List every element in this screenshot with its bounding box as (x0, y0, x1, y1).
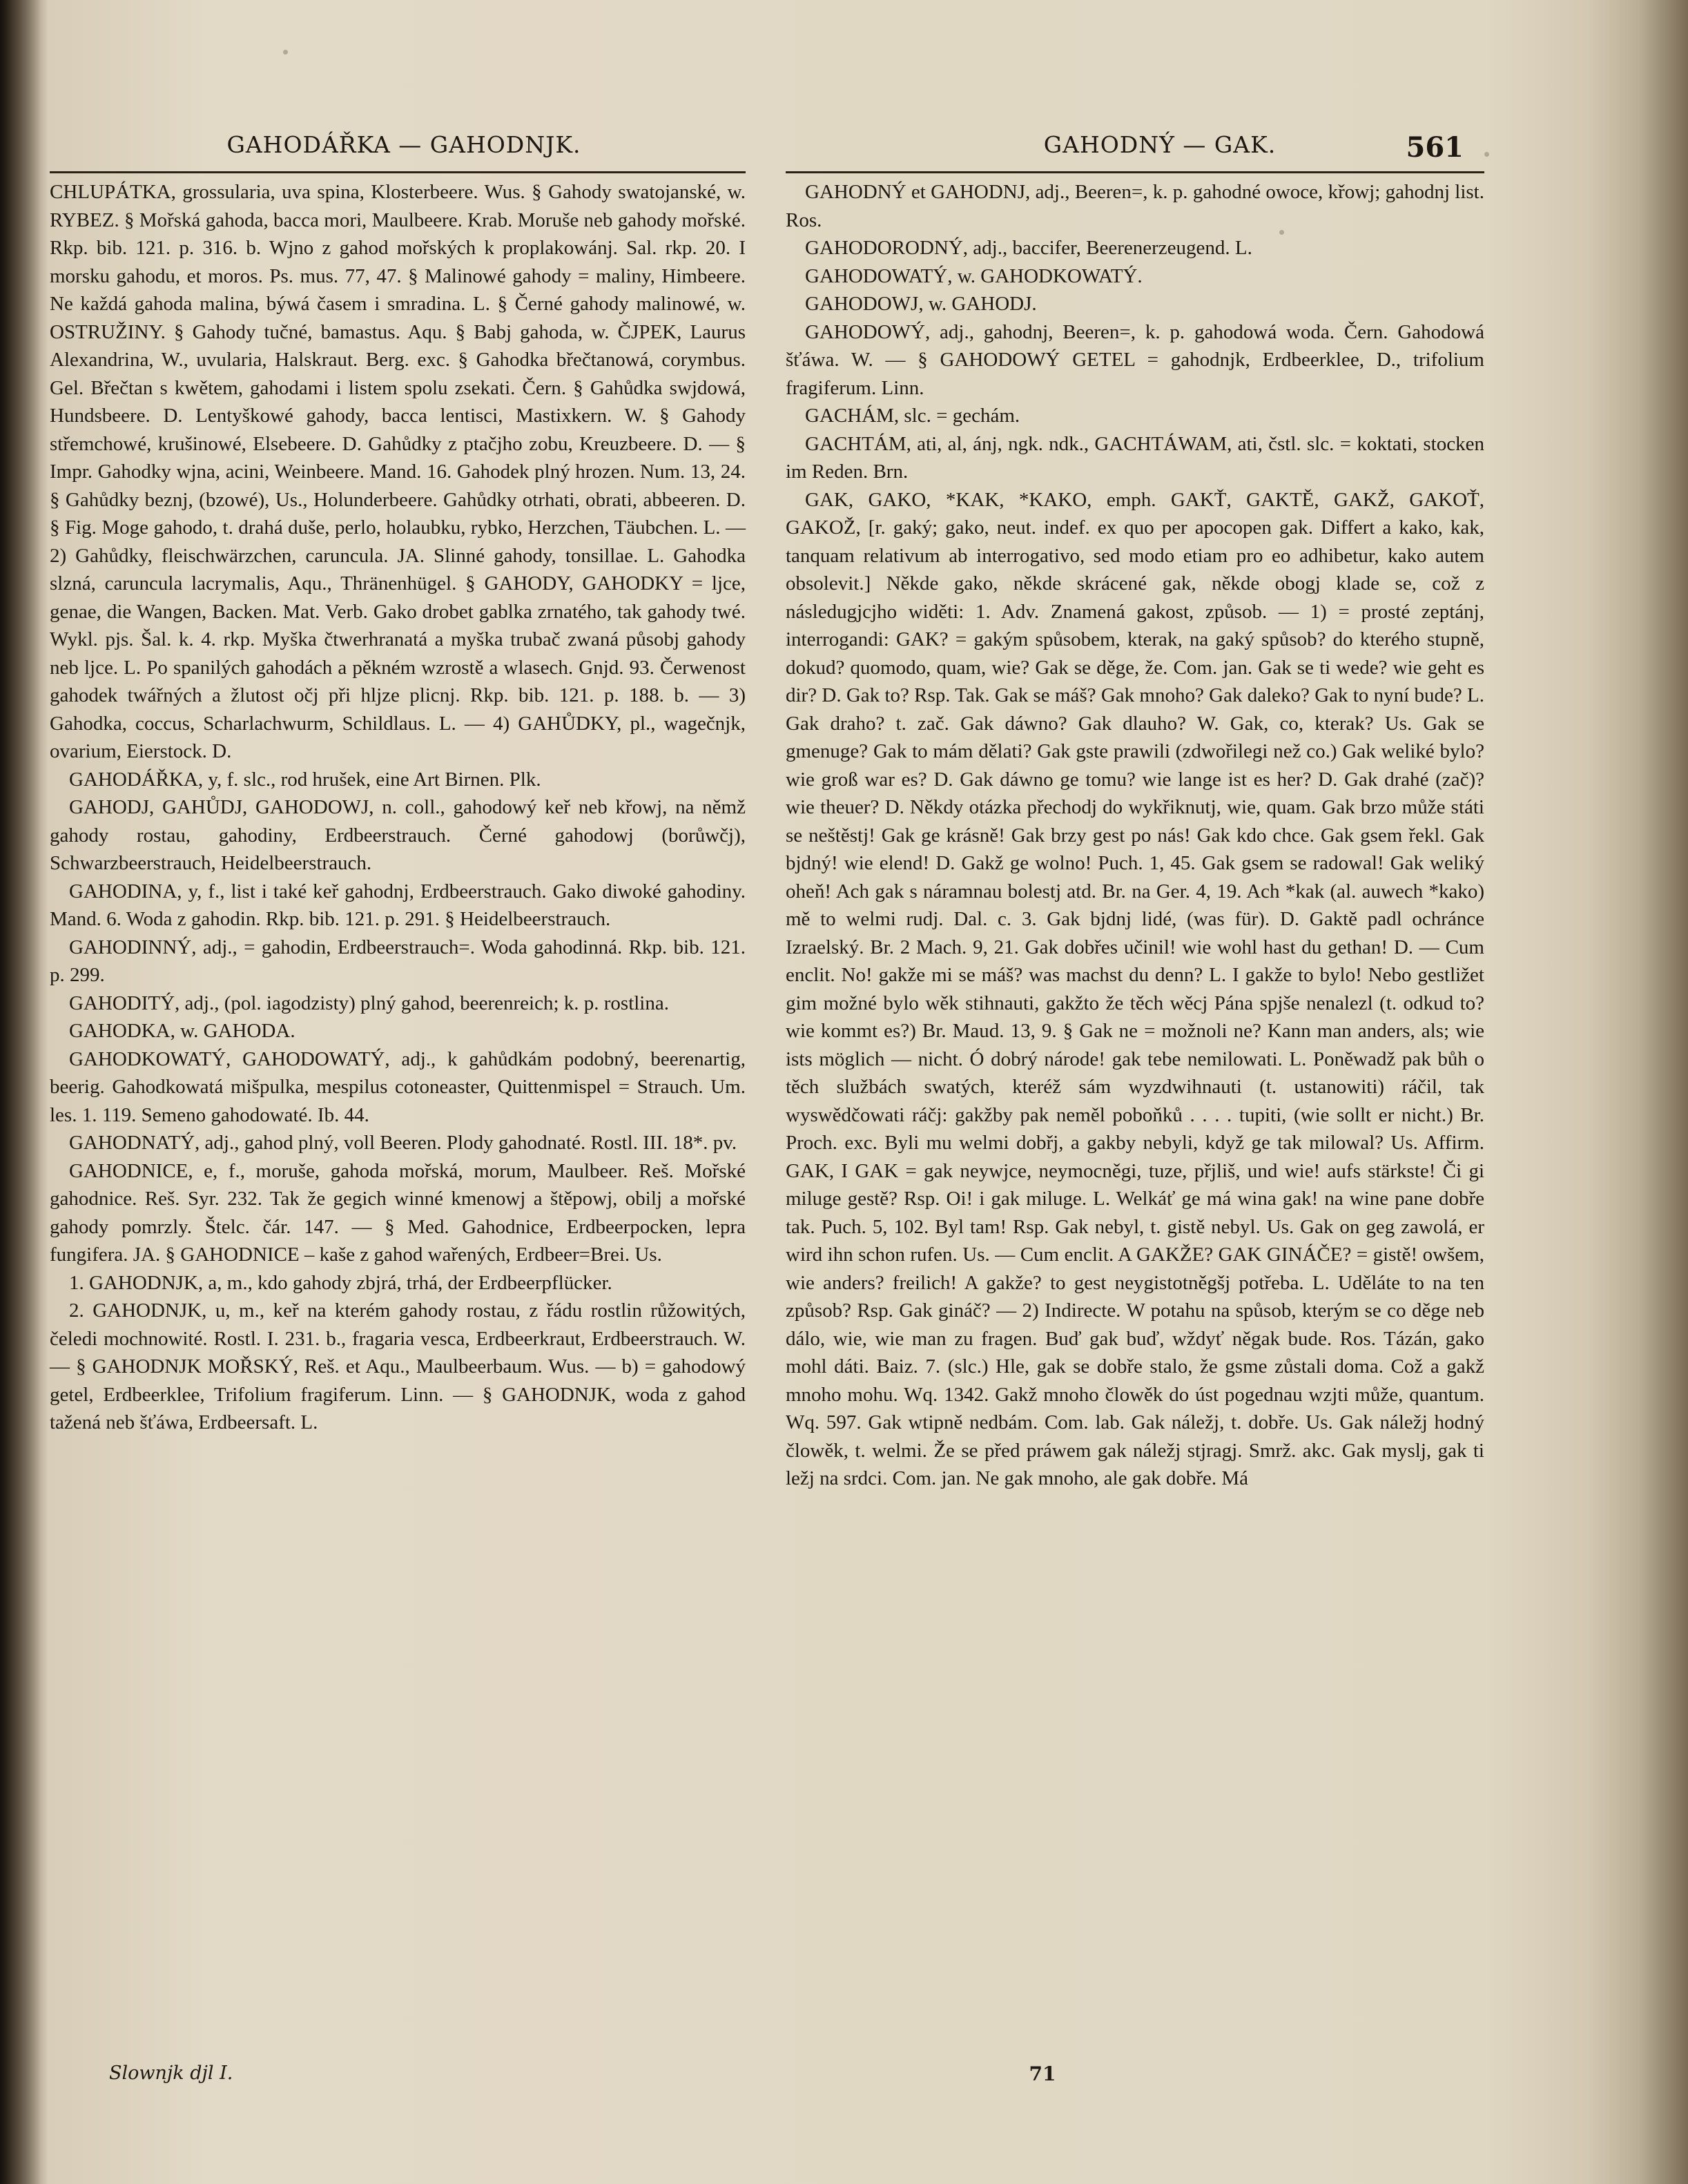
signature-mark: Slownjk djl I. (109, 2062, 233, 2084)
dictionary-entry: GAHODJ, GAHŮDJ, GAHODOWJ, n. coll., gahodowý keř neb křowj, na němž gahody rostau, gahodiny, Erdbeerstrauch. Černé gahodowj (borůwčj), Schwarzbeerstrauch, Heidelbeerstrauch. (50, 796, 746, 874)
dictionary-entry: GAHODINNÝ, adj., = gahodin, Erdbeerstrauch=. Woda gahodinná. Rkp. bib. 121. p. 299. (50, 936, 746, 986)
dictionary-entry: GAHODITÝ, adj., (pol. iagodzisty) plný gahod, beerenreich; k. p. rostlina. (69, 992, 669, 1014)
dictionary-entry: 1. GAHODNJK, a, m., kdo gahody zbjrá, trhá, der Erdbeerpflücker. (69, 1271, 612, 1294)
running-head-left: GAHODÁŘKA — GAHODNJK. (226, 131, 581, 158)
dictionary-entry: GAHODNICE, e, f., moruše, gahoda mořská, morum, Maulbeer. Reš. Mořské gahodnice. Reš. Syr. 232. Tak že gegich winné kmenowj a štěpowj, obilj a mořské gahody pomrzly. Štelc. čár. 147. — § Med. Gahodnice, Erdbeerpocken, lepra fungifera. JA. § GAHODNICE – kaše z gahod wařených, Erdbeer=Brei. Us. (50, 1159, 746, 1266)
dictionary-entry: GAHODOWÝ, adj., gahodnj, Beeren=, k. p. gahodowá woda. Čern. Gahodowá šťáwa. W. — § GAHODOWÝ GETEL = gahodnjk, Erdbeerklee, D., trifolium fragiferum. Linn. (786, 320, 1484, 399)
right-column (786, 178, 1484, 1493)
gutter-shadow (0, 0, 41, 2184)
paper-speck (1484, 152, 1489, 157)
paper-speck (283, 50, 288, 55)
paper-speck (1279, 230, 1284, 235)
dictionary-entry: GAHODKOWATÝ, GAHODOWATÝ, adj., k gahůdkám podobný, beerenartig, beerig. Gahodkowatá mišpulka, mespilus cotoneaster, Quittenmispel = Strauch. Um. les. 1. 119. Semeno gahodowaté. Ib. 44. (50, 1047, 746, 1126)
header-rule-left (50, 171, 746, 173)
dictionary-entry: GAHODINA, y, f., list i také keř gahodnj, Erdbeerstrauch. Gako diwoké gahodiny. Mand. 6. Woda z gahodin. Rkp. bib. 121. p. 291. § Heidelbeerstrauch. (50, 880, 746, 930)
dictionary-entry: GAHODNÝ et GAHODNJ, adj., Beeren=, k. p. gahodné owoce, křowj; gahodnj list. Ros. (786, 181, 1484, 231)
dictionary-entry: GAHODKA, w. GAHODA. (69, 1020, 295, 1042)
dictionary-entry: GAHODORODNÝ, adj., baccifer, Beerenerzeugend. L. (805, 237, 1252, 259)
dictionary-entry: 2. GAHODNJK, u, m., keř na kterém gahody rostau, z řádu rostlin růžowitých, čeledi mochnowité. Rostl. I. 231. b., fragaria vesca, Erdbeerkraut, Erdbeerstrauch. W. — § GAHODNJK MOŘSKÝ, Reš. et Aqu., Maulbeerbaum. Wus. — b) = gahodowý getel, Erdbeerklee, Trifolium fragiferum. Linn. — § GAHODNJK, woda z gahod tažená neb šťáwa, Erdbeersaft. L. (50, 1299, 746, 1433)
header-rule-right (786, 171, 1484, 173)
dictionary-entry: GAHODOWJ, w. GAHODJ. (805, 293, 1037, 315)
page-number: 561 (1406, 131, 1464, 164)
sheet-number: 71 (1029, 2062, 1056, 2085)
dictionary-entry: GAHODOWATÝ, w. GAHODKOWATÝ. (805, 264, 1143, 287)
dictionary-entry: GAHODÁŘKA, y, f. slc., rod hrušek, eine Art Birnen. Plk. (69, 768, 541, 791)
entry-continuation: CHLUPÁTKA, grossularia, uva spina, Klosterbeere. Wus. § Gahody swatojanské, w. RYBEZ. § Mořská gahoda, bacca mori, Maulbeere. Krab. Moruše neb gahody mořské. Rkp. bib. 121. p. 316. b. Wjno z gahod mořských k proplakowánj. Sal. rkp. 20. I morsku gahodu, et moros. Ps. mus. 77, 47. § Malinowé gahody = maliny, Himbeere. Ne každá gahoda malina, býwá časem i smradina. L. § Černé gahody malinowé, w. OSTRUŽINY. § Gahody tučné, bamastus. Aqu. § Babj gahoda, w. ČJPEK, Laurus Alexandrina, W., uvularia, Halskraut. Berg. exc. § Gahodka břečtanowá, corymbus. Gel. Břečtan s kwětem, gahodami i listem spolu zsekati. Čern. § Gahůdka swjdowá, Hundsbeere. D. Lentyškowé gahody, bacca lentisci, Mastixkern. W. § Gahody střemchowé, krušinowé, Elsebeere. D. Gahůdky z ptačjho zobu, Kreuzbeere. D. — § Impr. Gahodky wjna, acini, Weinbeere. Mand. 16. Gahodek plný hrozen. Num. 13, 24. § Gahůdky beznj, (bzowé), Us., Holunderbeere. Gahůdky otrhati, obrati, abbeeren. D. § Fig. Moge gahodo, t. drahá duše, perlo, holaubku, rybko, Herzchen, Täubchen. L. — 2) Gahůdky, fleischwärzchen, caruncula. JA. Slinné gahody, tonsillae. L. Gahodka slzná, caruncula lacrymalis, Aqu., Thränenhügel. § GAHODY, GAHODKY = ljce, genae, die Wangen, Backen. Mat. Verb. Gako drobet gablka zrnatého, tak gahody twé. Wykl. pjs. Šal. k. 4. rkp. Myška čtwerhranatá a myška trubač zwaná působj gahody neb ljce. L. Po spanilých gahodách a pěkném wzrostě a wlasech. Gnjd. 93. Čerwenost gahodek twářných a žlutost očj při hljze plicnj. Rkp. bib. 121. p. 188. b. — 3) Gahodka, coccus, Scharlachwurm, Schildlaus. L. — 4) GAHŮDKY, pl., wagečnjk, ovarium, Eierstock. D. (50, 181, 746, 762)
dictionary-entry: GAHODNATÝ, adj., gahod plný, voll Beeren. Plody gahodnaté. Rostl. III. 18*. pv. (69, 1132, 737, 1154)
dictionary-entry: GACHTÁM, ati, al, ánj, ngk. ndk., GACHTÁWAM, ati, čstl. slc. = koktati, stocken im Reden. Brn. (786, 432, 1484, 483)
dictionary-entry: GACHÁM, slc. = gechám. (805, 405, 1020, 427)
left-column (50, 178, 746, 1437)
running-head-right: GAHODNÝ — GAK. (1043, 131, 1277, 158)
dictionary-entry: GAK, GAKO, *KAK, *KAKO, emph. GAKŤ, GAKTĚ, GAKŽ, GAKOŤ, GAKOŽ, [r. gaký; gako, neut. indef. ex quo per apocopen gak. Differt a kako, kak, tanquam relativum ab interrogativo, sed modo etiam pro eo adhibetur, kako autem obsolevit.] Někde gako, někde skrácené gak, někde obogj klade se, což z následugjcjho widěti: 1. Adv. Znamená gakost, způsob. — 1) = prosté zeptánj, interrogandi: GAK? = gakým spůsobem, kterak, na gaký spůsob? do kterého stupně, dokud? quomodo, quam, wie? Gak se děge, že. Com. jan. Gak se ti wede? wie geht es dir? D. Gak to? Rsp. Tak. Gak se máš? Gak mnoho? Gak daleko? Gak to nyní bude? L. Gak draho? t. zač. Gak dáwno? Gak dlauho? W. Gak, co, kterak? Us. Gak se gmenuge? Gak to mám dělati? Gak gste prawili (zdwořilegi než co.) Gak weliké bylo? wie groß war es? D. Gak dáwno ge tomu? wie lange ist es her? D. Gak drahé (zač)? wie theuer? D. Někdy otázka přechodj do wykřiknutj, wie, quam. Gak brzo může státi se neštěstj! Gak ge krásně! Gak brzy gest po nás! Gak kdo chce. Gak gsem řekl. Gak bjdný! wie elend! D. Gakž ge wolno! Puch. 1, 45. Gak gsem se radowal! Gak weliký oheň! Ach gak s náramnau bolestj atd. Br. na Ger. 4, 19. Ach *kak (al. auwech *kako) mě to welmi rudj. Dal. c. 3. Gak bjdnj lidé, (was für). D. Gaktě padl ochránce Izraelský. Br. 2 Mach. 9, 21. Gak dobřes učinil! wie wohl hast du gethan! D. — Cum enclit. No! gakže mi se máš? was machst du denn? L. I gakže to bylo! Nebo gestližet gim možné bylo wěk stihnauti, gakžto že těch wěcj Pána spjše nenalezl (t. odkud to? wie kommt es?) Br. Maud. 13, 9. § Gak ne = možnoli ne? Kann man anders, als; wie ists möglich — nicht. Ó dobrý národe! gak tebe nemilowati. L. Poněwadž pak bůh o těch službách swatých, kteréž sám wyzdwihnauti (t. ustanowiti) ráčil, tak wyswědčowati ráčj: gakžby pak neměl poboňků . . . . tupiti, (wie sollt er nicht.) Br. Proch. exc. Byli mu welmi dobřj, a gakby nebyli, když ge tak milowal? Us. Affirm. GAK, I GAK = gak neywjce, neymocněgi, tuze, přjliš, und wie! aufs stärkste! Či gi miluge gestě? Rsp. Oi! i gak miluge. L. Welkáť ge má wina gak! na wine pane dobře tak. Puch. 5, 102. Byl tam! Rsp. Gak nebyl, t. gistě nebyl. Us. Gak on geg zawolá, er wird ihn schon rufen. Us. — Cum enclit. A GAKŽE? GAK GINÁČE? = gistě! owšem, wie anders? freilich! A gakže? to gest neygistotněgšj potřeba. L. Uděláte to na ten způsob? Rsp. Gak gináč? — 2) Indirecte. W potahu na spůsob, kterým se co děge neb dálo, wie, wie man zu fragen. Buď gak buď, wždyť něgak bude. Ros. Tázán, gako mohl dáti. Baiz. 7. (slc.) Hle, gak se dobře stalo, že gsme zůstali doma. Což a gakž mnoho mohu. Wq. 1342. Gakž mnoho člowěk do úst pogednau wzjti může, quantum. Wq. 597. Gak wtipně nedbám. Com. lab. Gak náležj, t. dobře. Us. Gak náležj hodný člowěk, t. welmi. Že se před práwem gak náležj stjragj. Smrž. akc. Gak myslj, gak ti ležj na srdci. Com. jan. Ne gak mnoho, ale gak dobře. Má (786, 488, 1484, 1489)
